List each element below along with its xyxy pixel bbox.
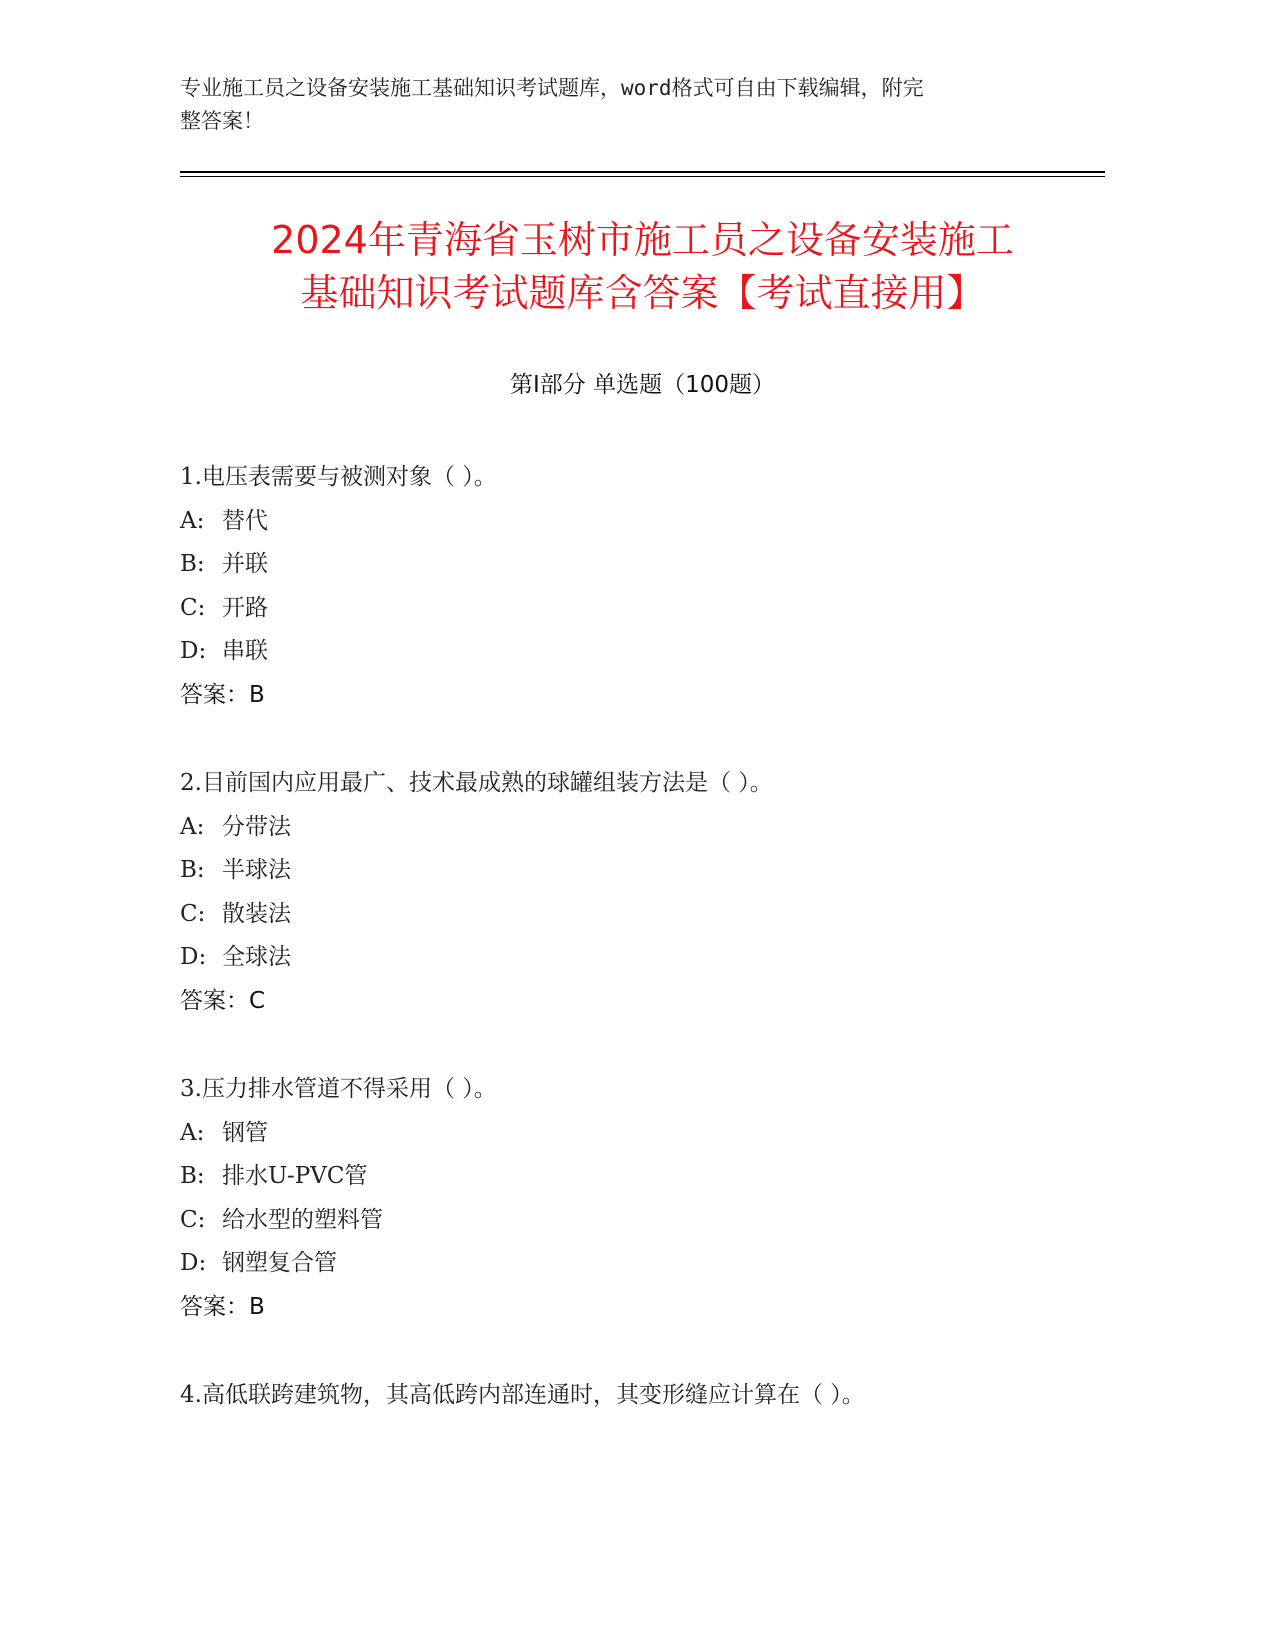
option-key: A: [180, 1119, 205, 1146]
header-note-line: 整答案！ [180, 109, 264, 133]
option-text: 钢管 [222, 1119, 268, 1146]
header-rule-thick [180, 171, 1105, 173]
option-b [180, 849, 1105, 893]
option-text: 串联 [222, 638, 268, 664]
option-key: B: [180, 551, 205, 577]
option-text: 分带法 [222, 813, 291, 840]
option-b [180, 1155, 1105, 1199]
option-text: 全球法 [222, 944, 291, 970]
header-rule-thin [180, 176, 1105, 177]
question-list [180, 456, 1105, 1463]
option-text: 给水型的塑料管 [222, 1206, 383, 1233]
option-key: B: [180, 1163, 205, 1189]
question-item [180, 1068, 1105, 1329]
answer-line: 答案：B [180, 681, 265, 708]
option-key: D: [180, 638, 207, 664]
option-key: C: [180, 1206, 206, 1233]
option-text: 钢塑复合管 [222, 1250, 337, 1276]
option-key: A: [180, 507, 205, 534]
answer-line: 答案：B [180, 1293, 265, 1320]
option-key: D: [180, 944, 207, 970]
section-title: 第Ⅰ部分 单选题（100题） [510, 372, 775, 398]
answer-line: 答案：C [180, 987, 266, 1014]
header-note [180, 72, 1060, 138]
document-title [180, 214, 1105, 320]
option-text: 替代 [222, 507, 268, 534]
option-text: 散装法 [222, 900, 291, 927]
option-text: 半球法 [222, 857, 291, 883]
option-a [180, 1112, 1105, 1156]
option-key: B: [180, 857, 205, 883]
header-note-line: 专业施工员之设备安装施工基础知识考试题库，word格式可自由下载编辑，附完 [180, 76, 924, 100]
question-stem: 1.电压表需要与被测对象（ ）。 [180, 464, 497, 490]
option-key: A: [180, 813, 205, 840]
option-key: C: [180, 900, 206, 927]
option-d [180, 630, 1105, 674]
question-stem: 4.高低联跨建筑物，其高低跨内部连通时，其变形缝应计算在（ ）。 [180, 1382, 865, 1408]
option-d [180, 1242, 1105, 1286]
option-key: D: [180, 1250, 207, 1276]
option-c [180, 587, 1105, 631]
question-item [180, 762, 1105, 1023]
document-title-line: 基础知识考试题库含答案【考试直接用】 [300, 271, 985, 315]
question-item [180, 1374, 1105, 1418]
option-a [180, 806, 1105, 850]
question-stem: 2.目前国内应用最广、技术最成熟的球罐组装方法是（ ）。 [180, 770, 773, 796]
document-title-line: 2024年青海省玉树市施工员之设备安装施工 [271, 218, 1014, 262]
option-text: 排水U-PVC管 [222, 1163, 368, 1189]
option-c [180, 893, 1105, 937]
question-item [180, 456, 1105, 717]
option-key: C: [180, 594, 206, 621]
option-c [180, 1199, 1105, 1243]
option-text: 并联 [222, 551, 268, 577]
option-a [180, 500, 1105, 544]
option-text: 开路 [222, 594, 268, 621]
question-stem: 3.压力排水管道不得采用（ ）。 [180, 1076, 497, 1102]
option-b [180, 543, 1105, 587]
option-d [180, 936, 1105, 980]
